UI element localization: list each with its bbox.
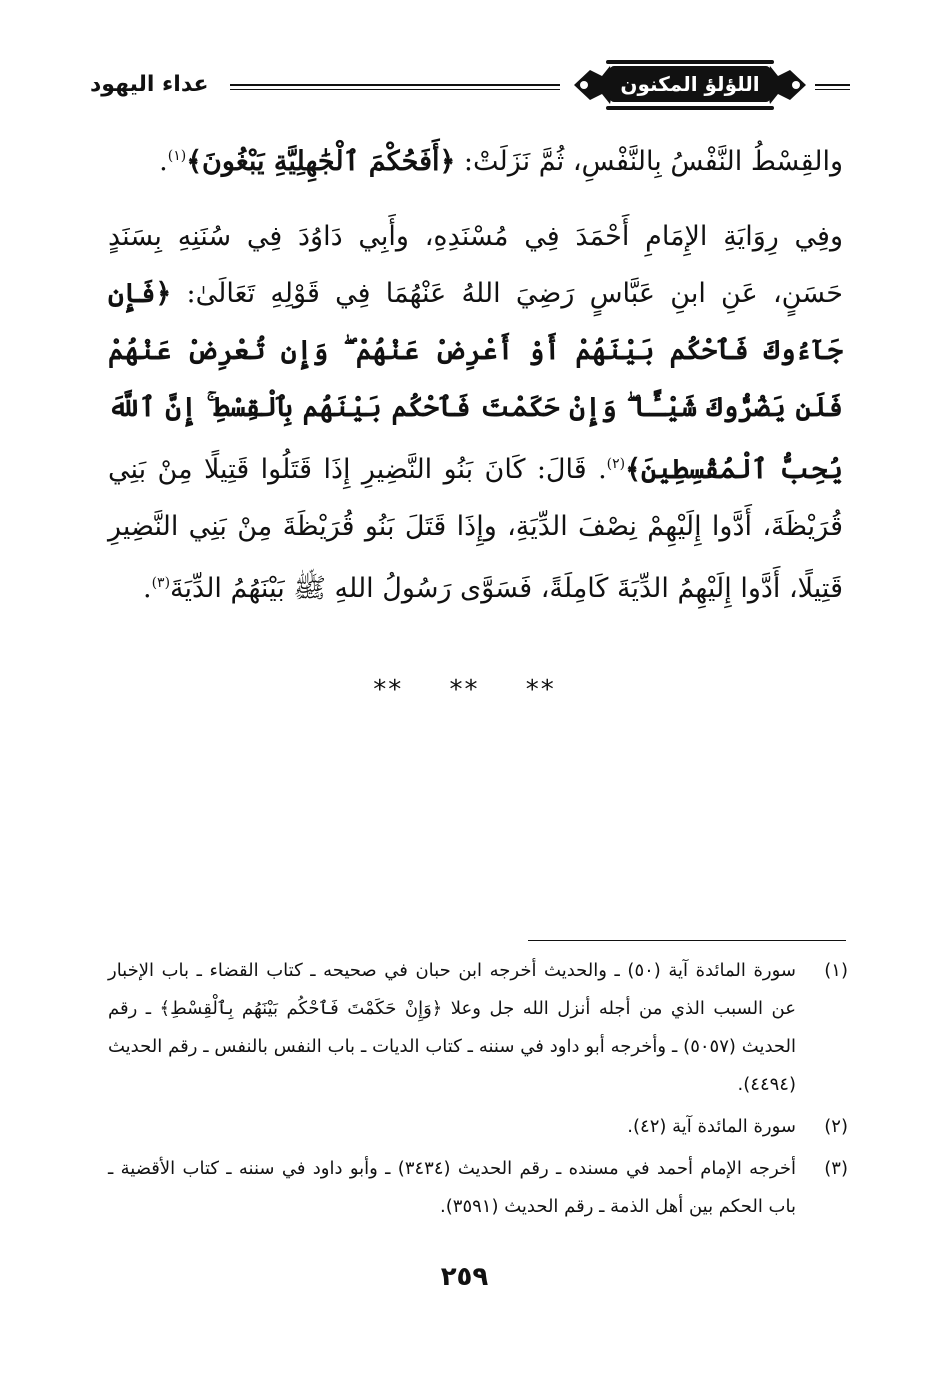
- footnote-ref: (٣): [151, 575, 171, 591]
- quran-verse: ﴿فَإِن جَآءُوكَ فَٱحْكُم بَيْنَهُمْ أَوْ أَعْرِضْ عَنْهُمْ ۖ وَإِن تُعْرِضْ عَنْهُمْ فَلَن يَضُرُّوكَ شَيْـًٔا ۖ وَإِنْ حَكَمْتَ فَٱحْكُم بَيْنَهُم بِٱلْقِسْطِ ۚ إِنَّ ٱللَّهَ يُحِبُّ ٱلْمُقْسِطِينَ﴾: [108, 278, 843, 485]
- separator-stars: **: [449, 675, 480, 705]
- footnote-number: (١): [824, 960, 848, 981]
- footnote-text: سورة المائدة آية (٥٠) ـ والحديث أخرجه ابن حبان في صحيحه ـ كتاب القضاء ـ باب الإخبار عن السبب الذي من أجله أنزل الله جل وعلا ﴿وَإِنْ حَكَمْتَ فَٱحْكُم بَيْنَهُم بِٱلْقِسْطِ﴾ ـ رقم الحديث (٥٠٥٧) ـ وأخرجه أبو داود في سننه ـ كتاب الديات ـ باب النفس بالنفس ـ رقم الحديث (٤٤٩٤).: [108, 960, 797, 1095]
- footnote-number: (٣): [824, 1158, 848, 1179]
- footnote-number: (٢): [824, 1116, 848, 1137]
- book-title-ornament: [570, 56, 810, 114]
- p2-end: .: [142, 573, 152, 604]
- paragraph-2: [108, 208, 843, 617]
- p1-text: والقِسْطُ النَّفْسُ بِالنَّفْسِ، ثُمَّ نَزَلَتْ:: [455, 146, 843, 177]
- header-rule-left: [230, 84, 560, 86]
- footnote-item: [108, 952, 848, 1104]
- footnote-item: [108, 1150, 848, 1226]
- footnote-text: سورة المائدة آية (٤٢).: [627, 1116, 796, 1137]
- separator-stars: **: [373, 675, 404, 705]
- p1-end: .: [159, 146, 168, 177]
- footnote-ref: (٢): [606, 456, 626, 472]
- footnotes: [108, 952, 848, 1230]
- paragraph-1: [108, 128, 843, 190]
- page-header: [90, 50, 850, 120]
- p2-text-cont: . قَالَ: كَانَ بَنُو النَّضِيرِ إِذَا قَتَلُوا قَتِيلًا مِنْ بَنِي قُرَيْظَةَ، أَدَّوا إِلَيْهِمْ نِصْفَ الدِّيَةِ، وإِذَا قَتَلَ بَنُو قُرَيْظَةَ مِنْ بَنِي النَّضِيرِ قَتِيلًا، أَدَّوا إِلَيْهِمُ الدِّيَةَ كَامِلَةً، فَسَوَّى رَسُولُ اللهِ ﷺ بَيْنَهُمُ الدِّيَةَ: [108, 454, 843, 604]
- separator-stars: **: [525, 675, 556, 705]
- chapter-title: عداء اليهود: [90, 72, 209, 97]
- footnote-rule: [528, 940, 846, 941]
- book-title: اللؤلؤ المكنون: [610, 66, 770, 102]
- page-number: ٢٥٩: [440, 1262, 489, 1292]
- p2-text: وفِي رِوَايَةِ الإِمَامِ أَحْمَدَ فِي مُسْنَدِهِ، وأَبِي دَاوُدَ فِي سُنَنِهِ بِسَنَدٍ حَسَنٍ، عَنِ ابنِ عَبَّاسٍ رَضِيَ اللهُ عَنْهُمَا فِي قَوْلِهِ تَعَالَىٰ:: [108, 221, 843, 309]
- footnote-item: [108, 1108, 848, 1146]
- footnote-ref: (١): [167, 148, 187, 164]
- header-rule-right: [815, 84, 850, 86]
- main-text: [108, 128, 843, 617]
- quran-verse: ﴿أَفَحُكْمَ ٱلْجَٰهِلِيَّةِ يَبْغُونَ﴾: [186, 146, 456, 177]
- section-separator: [0, 675, 929, 705]
- footnote-text: أخرجه الإمام أحمد في مسنده ـ رقم الحديث (٣٤٣٤) ـ وأبو داود في سننه ـ كتاب الأقضية ـ باب الحكم بين أهل الذمة ـ رقم الحديث (٣٥٩١).: [108, 1158, 796, 1217]
